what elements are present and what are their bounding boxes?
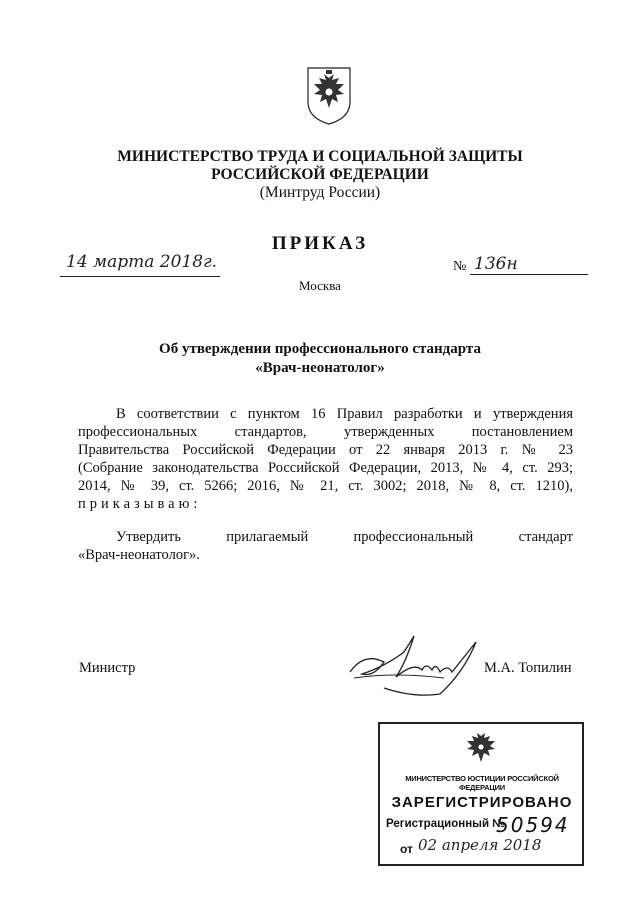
paragraph-line: Правительства Российской Федерации от 22 января 2013 г. № 23 <box>78 442 573 458</box>
signatory-title: Министр <box>79 660 136 676</box>
registration-stamp <box>378 722 584 866</box>
subject-line1: Об утверждении профессионального стандарта <box>159 341 481 357</box>
paragraph-line: 2014, № 39, ст. 5266; 2016, № 21, ст. 3002; 2018, № 8, ст. 1210), <box>78 478 573 494</box>
subject-line2: «Врач-неонатолог» <box>255 360 385 376</box>
stamp-registration-label: Регистрационный № <box>386 818 506 830</box>
paragraph-line: профессиональных стандартов, утвержденных постановлением <box>78 424 573 440</box>
stamp-coat-of-arms-icon <box>460 730 502 766</box>
paragraph-line: Утвердить прилагаемый профессиональный стандарт <box>116 529 573 545</box>
order-number: 136н <box>474 254 518 274</box>
stamp-registration-number: 50594 <box>496 813 570 837</box>
signature-image <box>344 632 484 702</box>
paragraph-line: «Врач-неонатолог». <box>78 547 200 563</box>
paragraph-basis <box>78 405 573 513</box>
ministry-short-name: (Минтруд России) <box>259 184 381 201</box>
paragraph-approve <box>78 528 573 564</box>
ministry-name-line1: МИНИСТЕРСТВО ТРУДА И СОЦИАЛЬНОЙ ЗАЩИТЫ <box>117 148 523 165</box>
stamp-registered: ЗАРЕГИСТРИРОВАНО <box>391 794 573 811</box>
number-prefix: № <box>453 259 467 274</box>
signatory-name: М.А. Топилин <box>484 660 572 676</box>
paragraph-line: приказываю: <box>78 496 202 512</box>
number-underline <box>470 274 588 275</box>
date-underline <box>60 276 220 277</box>
stamp-date: 02 апреля 2018 <box>418 836 542 854</box>
order-title: ПРИКАЗ <box>271 233 369 254</box>
city: Москва <box>299 278 341 293</box>
order-date: 14 марта 2018г. <box>66 252 218 272</box>
paragraph-line: (Собрание законодательства Российской Федерации, 2013, № 4, ст. 293; <box>78 460 573 476</box>
coat-of-arms-icon <box>304 64 354 126</box>
ministry-name-line2: РОССИЙСКОЙ ФЕДЕРАЦИИ <box>211 166 429 183</box>
stamp-from-label: от <box>400 842 413 856</box>
paragraph-line: В соответствии с пунктом 16 Правил разработки и утверждения <box>116 406 573 422</box>
stamp-ministry: МИНИСТЕРСТВО ЮСТИЦИИ РОССИЙСКОЙ ФЕДЕРАЦИИ <box>405 774 559 792</box>
